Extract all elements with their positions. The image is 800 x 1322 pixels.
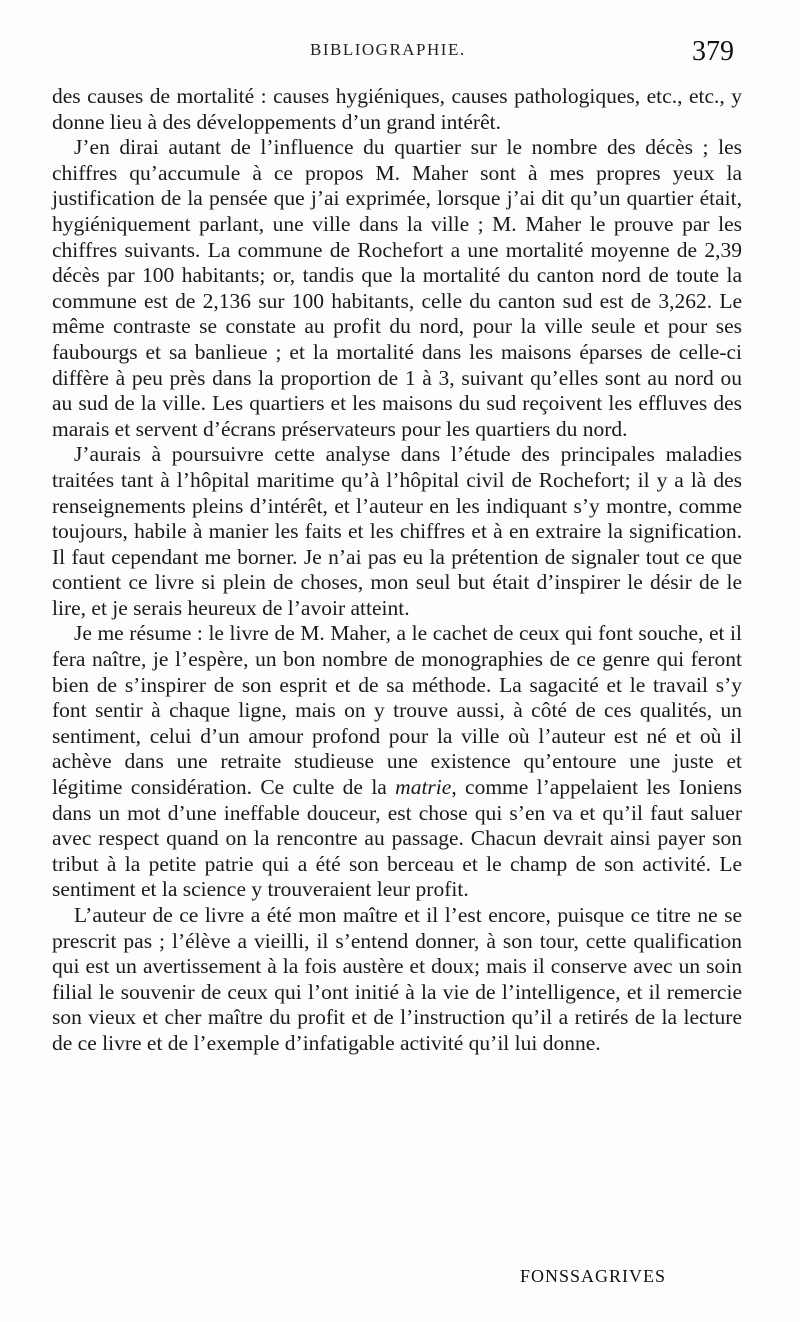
resume-text-before: Je me résume : le livre de M. Maher, a le cachet de ceux qui font souche, et il fera naître, je l’espère, un bon nombre de monographies de ce genre qui feront bien de s’inspirer de son esprit et de sa méthode. La sagacité et le travail s’y font sentir à chaque ligne, mais on y trouve aussi, à côté de ces qualités, un sentiment, celui d’un amour profond pour la ville où l’auteur est né et où il achève dans une retraite studieuse une existence qu’entoure une juste et légitime considération. Ce culte de la xyxy=(52,621,742,800)
paragraph-auteur: L’auteur de ce livre a été mon maître et il l’est encore, puisque ce titre ne se prescrit pas ; l’élève a vieilli, il s’entend donner, à son tour, cette qualification qui est un avertissement à la fois austère et doux; mais il conserve avec un soin filial le souvenir de ceux qui l’ont initié à la vie de l’intelligence, et il remercie son vieux et cher maître du profit et de l’instruction qu’il a retirés de la lecture de ce livre et de l’exemple d’infatigable activité qu’il lui donne. xyxy=(52,903,742,1055)
page-number: 379 xyxy=(692,36,734,67)
page-header xyxy=(52,36,742,76)
paragraph-continued: des causes de mortalité : causes hygiéniques, causes pathologiques, etc., etc., y donne lieu à des développements d’un grand intérêt. xyxy=(52,84,742,134)
running-head: BIBLIOGRAPHIE. xyxy=(310,40,466,59)
resume-text-after: , comme l’appelaient les Ioniens dans un mot d’une ineffable douceur, est chose qui s’en va et qu’il faut saluer avec respect quand on la rencontre au passage. Chacun devrait ainsi payer son tribut à la petite patrie qui a été son berceau et le champ de son activité. Le sentiment et la science y trouveraient leur profit. xyxy=(52,775,742,902)
paragraph-resume xyxy=(52,621,742,903)
resume-italic-word: matrie xyxy=(395,775,452,800)
body-text xyxy=(52,84,742,1057)
paragraph-quartier: J’en dirai autant de l’influence du quartier sur le nombre des décès ; les chiffres qu’accumule à ce propos M. Maher sont à mes propres yeux la justification de la pensée que j’ai exprimée, lorsque j’ai dit qu’un quartier était, hygiéniquement parlant, une ville dans la ville ; M. Maher le prouve par les chiffres suivants. La commune de Rochefort a une mortalité moyenne de 2,39 décès par 100 habitants; or, tandis que la mortalité du canton nord de toute la commune est de 2,136 sur 100 habitants, celle du canton sud est de 3,262. Le même contraste se constate au profit du nord, pour la ville seule et pour ses faubourgs et sa banlieue ; et la mortalité dans les maisons éparses de celle-ci diffère à peu près dans la proportion de 1 à 3, suivant qu’elles sont au nord ou au sud de la ville. Les quartiers et les maisons du sud reçoivent les effluves des marais et servent d’écrans préservateurs pour les quartiers du nord. xyxy=(52,135,742,441)
author-signature: FONSSAGRIVES xyxy=(520,1266,667,1286)
paragraph-analyse: J’aurais à poursuivre cette analyse dans l’étude des principales maladies traitées tant à l’hôpital maritime qu’à l’hôpital civil de Rochefort; il y a là des renseignements pleins d’intérêt, et l’auteur en les indiquant s’y montre, comme toujours, habile à manier les faits et les chiffres et à en extraire la signification. Il faut cependant me borner. Je n’ai pas eu la prétention de signaler tout ce que contient ce livre si plein de choses, mon seul but était d’inspirer le désir de le lire, et je serais heureux de l’avoir atteint. xyxy=(52,442,742,620)
